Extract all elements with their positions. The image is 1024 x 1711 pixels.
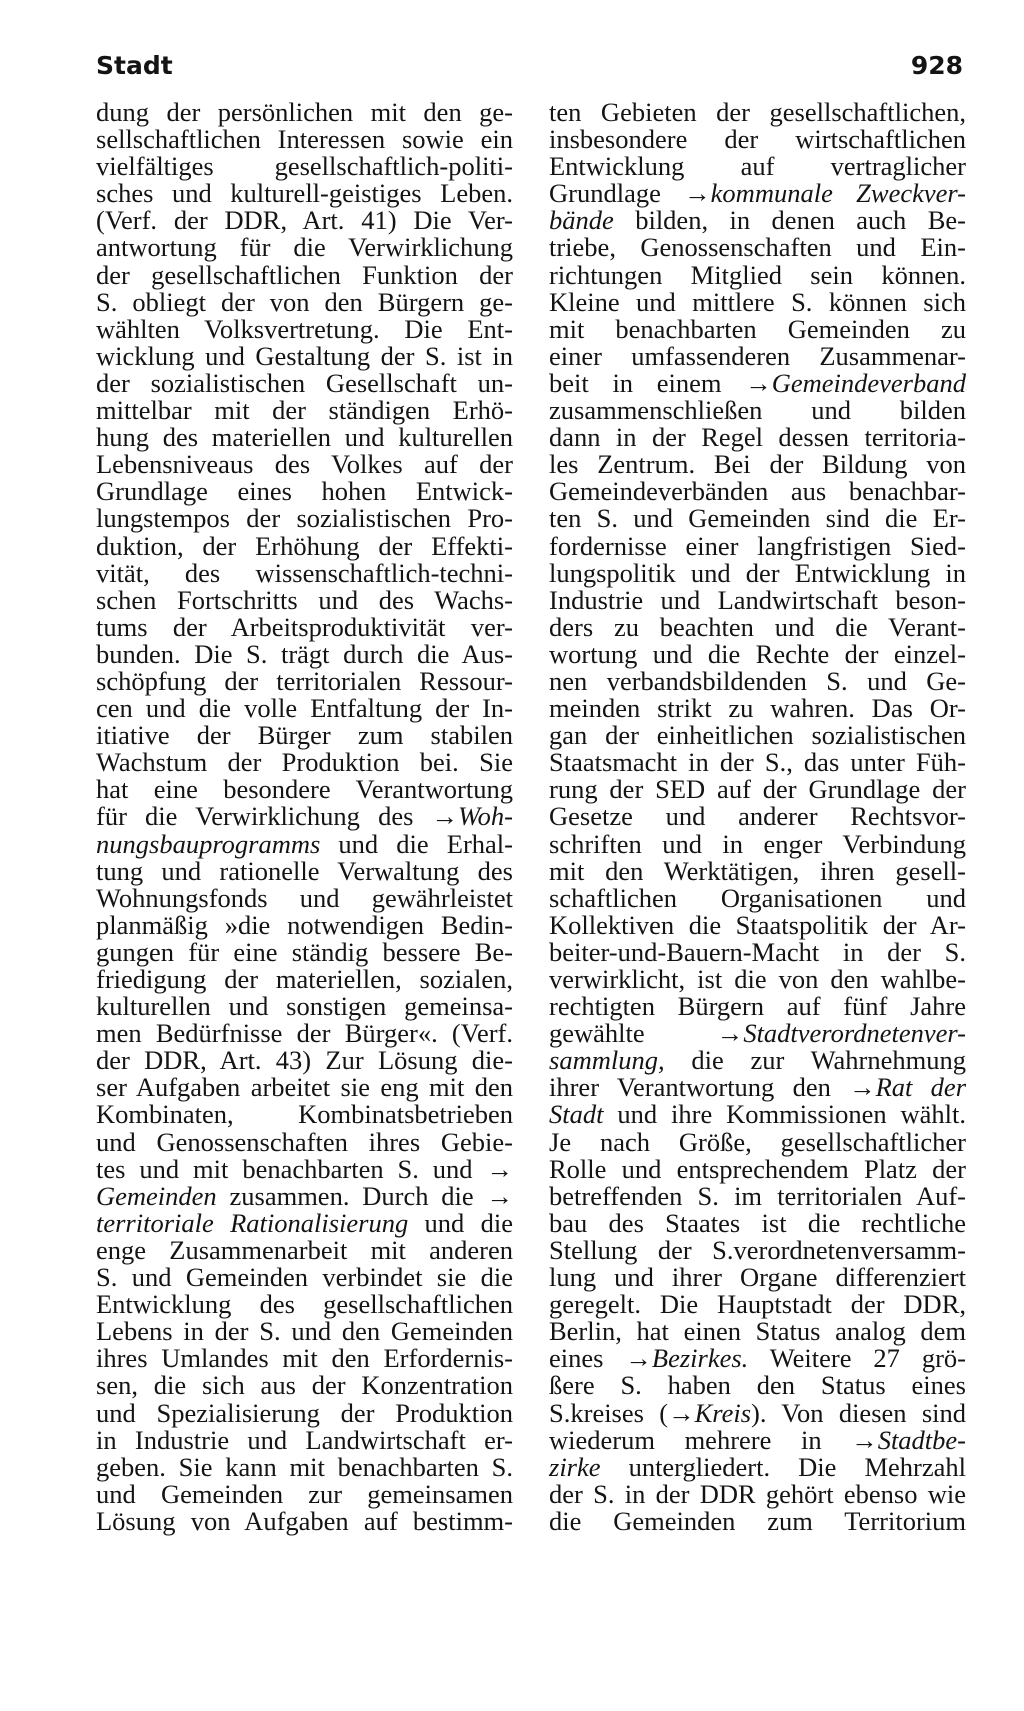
text-segment: geben. Sie kann mit benachbarten S. (96, 1451, 513, 1482)
text-line (96, 1451, 513, 1482)
text-line (96, 367, 513, 398)
text-segment: und die Erhal- (320, 828, 513, 859)
text-segment: ). Von diesen sind (751, 1397, 966, 1428)
text-line (549, 1505, 966, 1536)
text-line (549, 638, 966, 669)
text-line (549, 936, 966, 967)
text-line (96, 1264, 513, 1291)
text-line (96, 180, 513, 207)
text-segment: verwirklicht, ist die von den wahlbe- (549, 964, 966, 994)
cross-reference: Woh- (458, 801, 513, 832)
text-line (549, 966, 966, 993)
running-head: Stadt (96, 51, 173, 80)
text-segment: insbesondere der wirtschaftlichen (549, 124, 966, 155)
text-line (96, 1478, 513, 1509)
text-line (96, 207, 513, 234)
text-line (96, 1505, 513, 1536)
text-segment: duktion, der Erhöhung der Effekti- (96, 530, 513, 561)
text-segment: Je nach Größe, gesellschaftlicher (549, 1126, 966, 1157)
text-line (96, 966, 513, 993)
text-segment: nen verbandsbildenden S. und Ge- (549, 665, 966, 696)
text-segment: wählten Volksvertretung. Die Ent- (96, 313, 513, 344)
text-segment: Weitere 27 grö- (748, 1343, 966, 1374)
text-line (549, 313, 966, 344)
text-line (96, 803, 513, 830)
text-line (96, 665, 513, 696)
text-line (96, 1180, 513, 1211)
text-segment: für die Verwirklichung des → (96, 801, 459, 832)
text-line (549, 909, 966, 940)
text-segment: fordernisse einer langfristigen Sied- (549, 530, 966, 561)
text-line (549, 1264, 966, 1291)
text-line (549, 286, 966, 317)
text-line (96, 1126, 513, 1157)
text-line (549, 451, 966, 478)
cross-reference: zirke (549, 1451, 601, 1482)
text-segment: tes und mit benachbarten S. und → (96, 1153, 513, 1184)
text-line (96, 828, 513, 859)
text-segment: Rolle und entsprechendem Platz der (549, 1153, 966, 1184)
text-segment: und die (408, 1207, 513, 1238)
text-segment: Wohnungsfonds und gewährleistet (96, 882, 513, 913)
text-segment: tums der Arbeitsproduktivität ver- (96, 611, 513, 642)
cross-reference: Kreis (694, 1397, 752, 1428)
cross-reference: territoriale Rationalisierung (96, 1207, 409, 1238)
text-segment: S.kreises (→ (549, 1397, 695, 1428)
text-segment: bunden. Die S. trägt durch die Aus- (96, 638, 513, 669)
text-line (549, 1101, 966, 1128)
text-line (96, 478, 513, 505)
text-line (549, 1451, 966, 1482)
text-segment: gungen für eine ständig bessere Be- (96, 936, 513, 967)
text-segment: Gemeindeverbänden aus benachbar- (549, 476, 966, 507)
cross-reference: Stadt (549, 1099, 604, 1130)
text-segment: tung und rationelle Verwaltung des (96, 855, 513, 886)
text-line (549, 153, 966, 180)
text-segment: dung der persönlichen mit den ge- (96, 97, 513, 127)
text-line (96, 909, 513, 940)
text-line (549, 776, 966, 803)
text-line (96, 1291, 513, 1318)
text-segment: meinden strikt zu wahren. Das Or- (549, 693, 966, 724)
text-segment: geregelt. Die Hauptstadt der DDR, (549, 1289, 966, 1320)
text-segment: ser Aufgaben arbeitet sie eng mit den (96, 1072, 513, 1103)
text-line (549, 855, 966, 886)
text-segment: Entwicklung auf vertraglicher (549, 151, 966, 182)
text-segment: und Gemeinden zur gemeinsamen (96, 1478, 513, 1509)
text-line (96, 505, 513, 532)
text-segment: untergliedert. Die Mehrzahl (600, 1451, 966, 1482)
text-segment: Gesetze und anderer Rechtsvor- (549, 801, 966, 832)
text-line (549, 126, 966, 153)
text-line (96, 340, 513, 371)
text-line (549, 1180, 966, 1211)
text-line (549, 1424, 966, 1455)
text-line (549, 1291, 966, 1318)
text-line (549, 1074, 966, 1101)
text-segment: Entwicklung des gesellschaftlichen (96, 1289, 513, 1320)
text-segment: mit den Werktätigen, ihren gesell- (549, 855, 966, 886)
text-segment: ßere S. haben den Status eines (549, 1370, 966, 1401)
text-line (96, 1234, 513, 1265)
cross-reference: nungsbauprogramms (96, 828, 321, 859)
text-segment: S. obliegt der von den Bürgern ge- (96, 286, 513, 317)
text-line (96, 530, 513, 561)
text-segment: und ihre Kommissionen wählt. (603, 1099, 966, 1130)
text-segment: der S. in der DDR gehört ebenso wie (549, 1478, 966, 1509)
text-line (549, 1397, 966, 1428)
text-segment: schöpfung der territorialen Ressour- (96, 665, 513, 696)
text-segment: lung und ihrer Organe differenziert (549, 1262, 966, 1293)
text-line (549, 611, 966, 642)
text-line (96, 1397, 513, 1428)
text-line (549, 259, 966, 290)
text-segment: les Zentrum. Bei der Bildung von (549, 449, 966, 480)
text-line (96, 1020, 513, 1047)
text-segment: ihres Umlandes mit den Erfordernis- (96, 1343, 513, 1374)
text-line (549, 1153, 966, 1184)
text-line (549, 1478, 966, 1509)
text-line (96, 993, 513, 1020)
text-segment: und Spezialisierung der Produktion (96, 1397, 513, 1428)
text-line (96, 286, 513, 317)
text-segment: ten S. und Gemeinden sind die Er- (549, 503, 966, 534)
text-line (96, 126, 513, 153)
text-line (96, 584, 513, 615)
text-segment: und Genossenschaften ihres Gebie- (96, 1126, 513, 1157)
text-segment: der DDR, Art. 43) Zur Lösung die- (96, 1045, 513, 1076)
cross-reference: Gemeindeverband (771, 367, 966, 398)
text-segment: ten Gebieten der gesellschaftlichen, (549, 97, 966, 127)
text-segment: einer umfassenderen Zusammenar- (549, 340, 966, 371)
text-line (96, 1424, 513, 1455)
text-segment: bilden, in denen auch Be- (613, 205, 966, 236)
text-segment: richtungen Mitglied sein können. (549, 259, 966, 290)
text-line (549, 1207, 966, 1238)
text-line (96, 611, 513, 642)
text-segment: friedigung der materiellen, sozialen, (96, 964, 513, 994)
text-segment: beit in einem → (549, 367, 772, 398)
text-segment: kulturellen und sonstigen gemeinsa- (96, 991, 513, 1022)
text-line (96, 397, 513, 424)
text-line (96, 1207, 513, 1238)
text-line (96, 451, 513, 478)
text-segment: enge Zusammenarbeit mit anderen (96, 1234, 513, 1265)
text-line (549, 397, 966, 424)
text-segment: sen, die sich aus der Konzentration (96, 1370, 513, 1401)
text-segment: vität, des wissenschaftlich-techni- (96, 557, 513, 588)
text-segment: mit benachbarten Gemeinden zu (549, 313, 966, 344)
text-line (96, 1318, 513, 1345)
text-segment: die Gemeinden zum Territorium (549, 1505, 966, 1536)
text-segment: vielfältiges gesellschaftlich-politi- (96, 151, 513, 182)
text-line (549, 1372, 966, 1399)
text-segment: gewählte → (549, 1018, 744, 1049)
text-segment: der sozialistischen Gesellschaft un- (96, 367, 513, 398)
text-line (96, 259, 513, 290)
text-segment: schaftlichen Organisationen und (549, 882, 966, 913)
text-line (96, 1074, 513, 1101)
text-segment: Kleine und mittlere S. können sich (549, 286, 966, 317)
text-segment: beiter-und-Bauern-Macht in der S. (549, 936, 966, 967)
text-segment: hat eine besondere Verantwortung (96, 774, 513, 805)
text-line (549, 584, 966, 615)
text-line (96, 855, 513, 886)
text-line (96, 313, 513, 344)
text-line (549, 207, 966, 234)
text-segment: antwortung für die Verwirklichung (96, 232, 513, 263)
text-line (549, 530, 966, 561)
text-segment: Grundlage → (549, 178, 711, 209)
cross-reference: Rat der (875, 1072, 967, 1103)
text-segment: Lösung von Aufgaben auf bestimm- (96, 1505, 513, 1536)
text-segment: zusammenschließen und bilden (549, 395, 966, 426)
text-line (549, 695, 966, 722)
text-line (549, 1126, 966, 1157)
text-segment: Lebens in der S. und den Gemeinden (96, 1316, 513, 1347)
text-segment: die zur Wahrnehmung (664, 1045, 966, 1076)
text-column-left (96, 99, 513, 1535)
text-segment: Berlin, hat einen Status analog dem (549, 1316, 966, 1347)
text-segment: wortung und die Rechte der einzel- (549, 638, 966, 669)
text-line (549, 557, 966, 588)
text-line (549, 1020, 966, 1047)
text-segment: in Industrie und Landwirtschaft er- (96, 1424, 513, 1455)
text-line (549, 478, 966, 505)
text-line (96, 424, 513, 451)
text-segment: sellschaftlichen Interessen sowie ein (96, 124, 513, 155)
text-line (549, 424, 966, 451)
text-segment: gan der einheitlichen sozialistischen (549, 720, 966, 751)
text-segment: der gesellschaftlichen Funktion der (96, 259, 513, 290)
text-segment: Wachstum der Produktion bei. Sie (96, 747, 513, 778)
text-segment: itiative der Bürger zum stabilen (96, 720, 513, 751)
text-line (549, 99, 966, 126)
text-line (549, 1047, 966, 1074)
text-segment: lungspolitik und der Entwicklung in (549, 557, 966, 588)
text-line (549, 993, 966, 1020)
cross-reference: Stadtbe- (877, 1424, 966, 1455)
text-line (96, 153, 513, 180)
text-column-right (549, 99, 966, 1535)
text-line (549, 749, 966, 776)
text-line (549, 340, 966, 371)
text-line (96, 1101, 513, 1128)
text-segment: Staatsmacht in der S., das unter Füh- (549, 747, 966, 778)
page-number: 928 (910, 51, 963, 80)
text-segment: S. und Gemeinden verbindet sie die (96, 1262, 513, 1293)
text-line (96, 557, 513, 588)
text-line (549, 722, 966, 749)
text-segment: lungstempos der sozialistischen Pro- (96, 503, 513, 534)
cross-reference: bände (549, 205, 614, 236)
text-segment: rung der SED auf der Grundlage der (549, 774, 966, 805)
text-segment: cen und die volle Entfaltung der In- (96, 693, 513, 724)
text-segment: hung des materiellen und kulturellen (96, 422, 513, 453)
text-line (549, 234, 966, 261)
text-line (96, 882, 513, 913)
text-line (96, 1372, 513, 1399)
text-line (549, 828, 966, 859)
text-line (96, 638, 513, 669)
text-segment: wicklung und Gestaltung der S. ist in (96, 340, 513, 371)
text-line (549, 1234, 966, 1265)
text-segment: men Bedürfnisse der Bürger«. (Verf. (96, 1018, 513, 1049)
text-segment: Kombinaten, Kombinatsbetrieben (96, 1099, 513, 1130)
text-segment: mittelbar mit der ständigen Erhö- (96, 395, 513, 426)
text-line (96, 749, 513, 776)
text-segment: bau des Staates ist die rechtliche (549, 1207, 966, 1238)
text-line (549, 665, 966, 696)
text-line (549, 180, 966, 207)
text-segment: dann in der Regel dessen territoria- (549, 422, 966, 453)
cross-reference: Bezirkes. (651, 1343, 749, 1374)
text-segment: ders zu beachten und die Verant- (549, 611, 966, 642)
text-line (96, 1047, 513, 1074)
text-segment: rechtigten Bürgern auf fünf Jahre (549, 991, 966, 1022)
text-segment: Kollektiven die Staatspolitik der Ar- (549, 909, 966, 940)
cross-reference: Gemeinden (96, 1180, 217, 1211)
text-segment: zusammen. Durch die → (216, 1180, 513, 1211)
text-line (96, 1345, 513, 1372)
text-segment: ihrer Verantwortung den → (549, 1072, 876, 1103)
text-segment: schen Fortschritts und des Wachs- (96, 584, 513, 615)
text-line (96, 234, 513, 261)
text-line (96, 936, 513, 967)
text-line (549, 803, 966, 830)
text-line (96, 1153, 513, 1184)
text-segment: planmäßig »die notwendigen Bedin- (96, 909, 513, 940)
text-segment: eines → (549, 1343, 652, 1374)
text-segment: sches und kulturell-geistiges Leben. (96, 178, 513, 209)
text-segment: Stellung der S.verordnetenversamm- (549, 1234, 966, 1265)
text-segment: Grundlage eines hohen Entwick- (96, 476, 513, 507)
text-line (549, 1318, 966, 1345)
text-line (96, 695, 513, 722)
text-line (549, 367, 966, 398)
text-line (96, 722, 513, 749)
text-line (96, 99, 513, 126)
text-segment: (Verf. der DDR, Art. 41) Die Ver- (96, 205, 513, 236)
text-line (96, 776, 513, 803)
text-line (549, 505, 966, 532)
text-segment: betreffenden S. im territorialen Auf- (549, 1180, 966, 1211)
cross-reference: kommunale Zweckver- (710, 178, 966, 209)
text-segment: schriften und in enger Verbindung (549, 828, 966, 859)
cross-reference: Stadtverordnetenver- (743, 1018, 966, 1049)
text-segment: wiederum mehrere in → (549, 1424, 878, 1455)
text-segment: Lebensniveaus des Volkes auf der (96, 449, 513, 480)
text-line (549, 1345, 966, 1372)
text-line (549, 882, 966, 913)
cross-reference: sammlung, (549, 1045, 665, 1076)
text-segment: Industrie und Landwirtschaft beson- (549, 584, 966, 615)
text-segment: triebe, Genossenschaften und Ein- (549, 232, 966, 263)
